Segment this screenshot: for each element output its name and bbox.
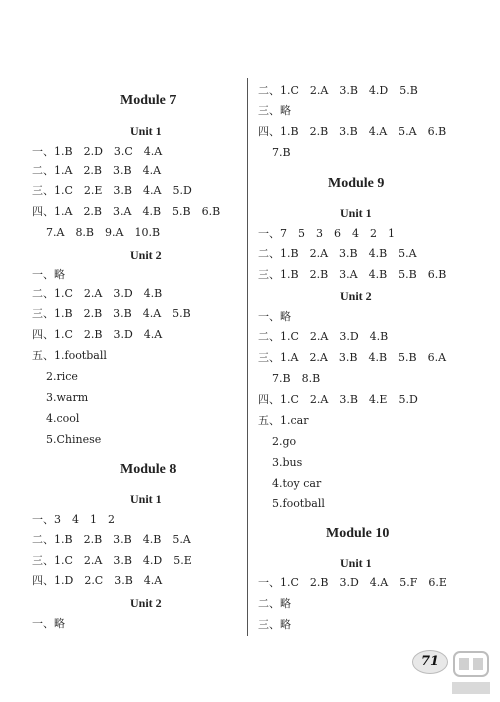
- answer-line: 一、略: [32, 268, 65, 281]
- module-8-unit-1-heading: Unit 1: [130, 492, 162, 506]
- answer-line: 二、1.B 2.A 3.B 4.B 5.A: [258, 247, 417, 260]
- answer-line: 四、1.A 2.B 3.A 4.B 5.B 6.B: [32, 205, 221, 218]
- answer-line: 三、略: [258, 104, 291, 117]
- answer-line: 三、略: [258, 618, 291, 631]
- answer-line: 三、1.C 2.A 3.B 4.D 5.E: [32, 554, 192, 567]
- answer-line: 一、1.C 2.B 3.D 4.A 5.F 6.E: [258, 576, 447, 589]
- answer-line: 五、1.car: [258, 414, 309, 427]
- answer-line: 三、1.A 2.A 3.B 4.B 5.B 6.A: [258, 351, 447, 364]
- answer-line: 7.A 8.B 9.A 10.B: [46, 226, 161, 239]
- module-9-unit-2-heading: Unit 2: [340, 289, 372, 303]
- answer-line: 一、略: [32, 617, 65, 630]
- answer-line: 4.cool: [46, 412, 80, 425]
- answer-line: 4.toy car: [272, 477, 322, 490]
- module-10-unit-1-heading: Unit 1: [340, 556, 372, 570]
- watermark-logo-icon: [450, 648, 492, 698]
- answer-line: 二、略: [258, 597, 291, 610]
- module-7-heading: Module 7: [120, 93, 177, 108]
- column-divider: [247, 78, 248, 636]
- answer-line: 二、1.A 2.B 3.B 4.A: [32, 164, 162, 177]
- answer-line: 二、1.B 2.B 3.B 4.B 5.A: [32, 533, 191, 546]
- answer-line: 3.warm: [46, 391, 89, 404]
- answer-line: 四、1.B 2.B 3.B 4.A 5.A 6.B: [258, 125, 447, 138]
- module-7-unit-1-heading: Unit 1: [130, 124, 162, 138]
- answer-line: 5.football: [272, 497, 325, 510]
- answer-line: 2.go: [272, 435, 297, 448]
- module-10-heading: Module 10: [326, 526, 390, 541]
- answer-line: 二、1.C 2.A 3.B 4.D 5.B: [258, 84, 418, 97]
- answer-line: 2.rice: [46, 370, 78, 383]
- module-7-unit-2-heading: Unit 2: [130, 248, 162, 262]
- answer-line: 三、1.C 2.E 3.B 4.A 5.D: [32, 184, 192, 197]
- answer-line: 一、3 4 1 2: [32, 513, 115, 526]
- answer-line: 一、略: [258, 310, 291, 323]
- answer-line: 3.bus: [272, 456, 303, 469]
- answer-line: 二、1.C 2.A 3.D 4.B: [258, 330, 389, 343]
- answer-line: 一、1.B 2.D 3.C 4.A: [32, 145, 163, 158]
- answer-line: 四、1.D 2.C 3.B 4.A: [32, 574, 163, 587]
- module-9-heading: Module 9: [328, 176, 385, 191]
- answer-line: 5.Chinese: [46, 433, 102, 446]
- module-8-heading: Module 8: [120, 462, 177, 477]
- answer-line: 7.B: [272, 146, 291, 159]
- answer-line: 二、1.C 2.A 3.D 4.B: [32, 287, 163, 300]
- answer-line: 四、1.C 2.B 3.D 4.A: [32, 328, 163, 341]
- answer-line: 四、1.C 2.A 3.B 4.E 5.D: [258, 393, 418, 406]
- module-9-unit-1-heading: Unit 1: [340, 206, 372, 220]
- answer-line: 7.B 8.B: [272, 372, 321, 385]
- page-number-badge: 71: [412, 650, 448, 674]
- answer-line: 三、1.B 2.B 3.B 4.A 5.B: [32, 307, 191, 320]
- answer-line: 五、1.football: [32, 349, 107, 362]
- answer-line: 一、7 5 3 6 4 2 1: [258, 227, 395, 240]
- answer-line: 三、1.B 2.B 3.A 4.B 5.B 6.B: [258, 268, 447, 281]
- module-8-unit-2-heading: Unit 2: [130, 596, 162, 610]
